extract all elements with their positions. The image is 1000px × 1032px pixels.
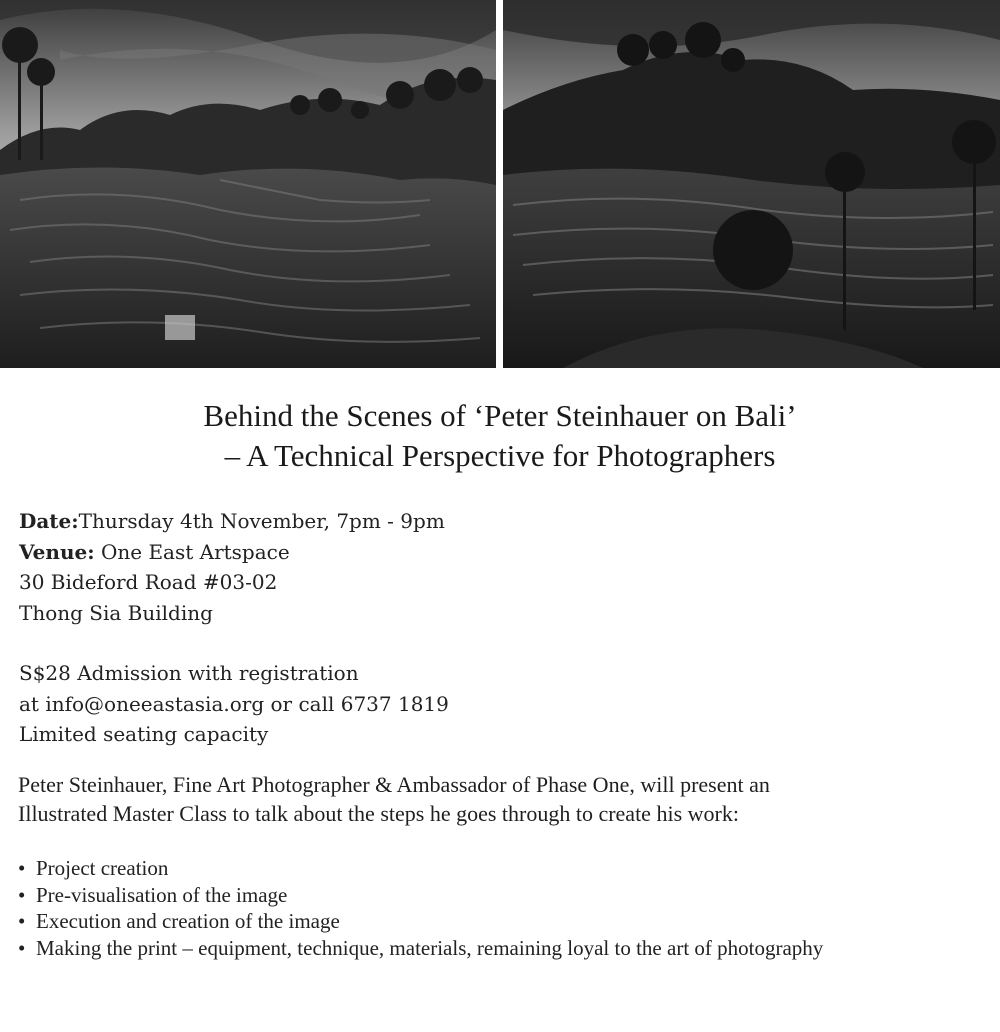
date-line — [19, 506, 979, 537]
list-item — [18, 855, 823, 882]
date-label: Date: — [19, 509, 79, 533]
header-photos — [0, 0, 1000, 368]
list-item-text: Pre-visualisation of the image — [36, 882, 288, 907]
address-line-1: 30 Bideford Road #03-02 — [19, 570, 278, 594]
venue-label: Venue: — [19, 539, 95, 564]
list-item — [18, 882, 823, 909]
bullet-icon: • — [18, 856, 26, 880]
address-line-2: Thong Sia Building — [19, 600, 213, 625]
list-item-text: Project creation — [36, 856, 169, 880]
date-value: Thursday 4th November, 7pm - 9pm — [78, 509, 445, 533]
list-item-text: Making the print – equipment, technique, materials, remaining loyal to the art of photography — [36, 935, 824, 960]
list-item — [18, 935, 823, 962]
rice-terrace-palm-trees-photo — [503, 0, 1000, 368]
event-details — [19, 506, 979, 750]
admission-line-1: S$28 Admission with registration — [19, 661, 359, 685]
list-item-text: Execution and creation of the image — [36, 909, 340, 933]
event-title-line-2: – A Technical Perspective for Photographers — [224, 438, 776, 473]
bullet-icon: • — [18, 935, 26, 960]
admission-line-2: at info@oneeastasia.org or call 6737 1819 — [19, 691, 449, 716]
event-description — [18, 770, 993, 828]
event-title-line-1: Behind the Scenes of ‘Peter Steinhauer on Bali’ — [203, 398, 797, 433]
description-line-1: Peter Steinhauer, Fine Art Photographer & Ambassador of Phase One, will present an — [18, 772, 770, 797]
topics-list — [18, 855, 823, 961]
bullet-icon: • — [18, 882, 26, 907]
admission-line-3: Limited seating capacity — [19, 722, 269, 746]
bullet-icon: • — [18, 909, 26, 933]
venue-line — [19, 537, 979, 568]
venue-value: One East Artspace — [94, 539, 290, 564]
description-line-2: Illustrated Master Class to talk about the steps he goes through to create his work: — [18, 801, 739, 826]
rice-terrace-landscape-photo — [0, 0, 496, 368]
spacer — [19, 628, 979, 658]
event-title — [0, 396, 1000, 476]
list-item — [18, 908, 823, 935]
